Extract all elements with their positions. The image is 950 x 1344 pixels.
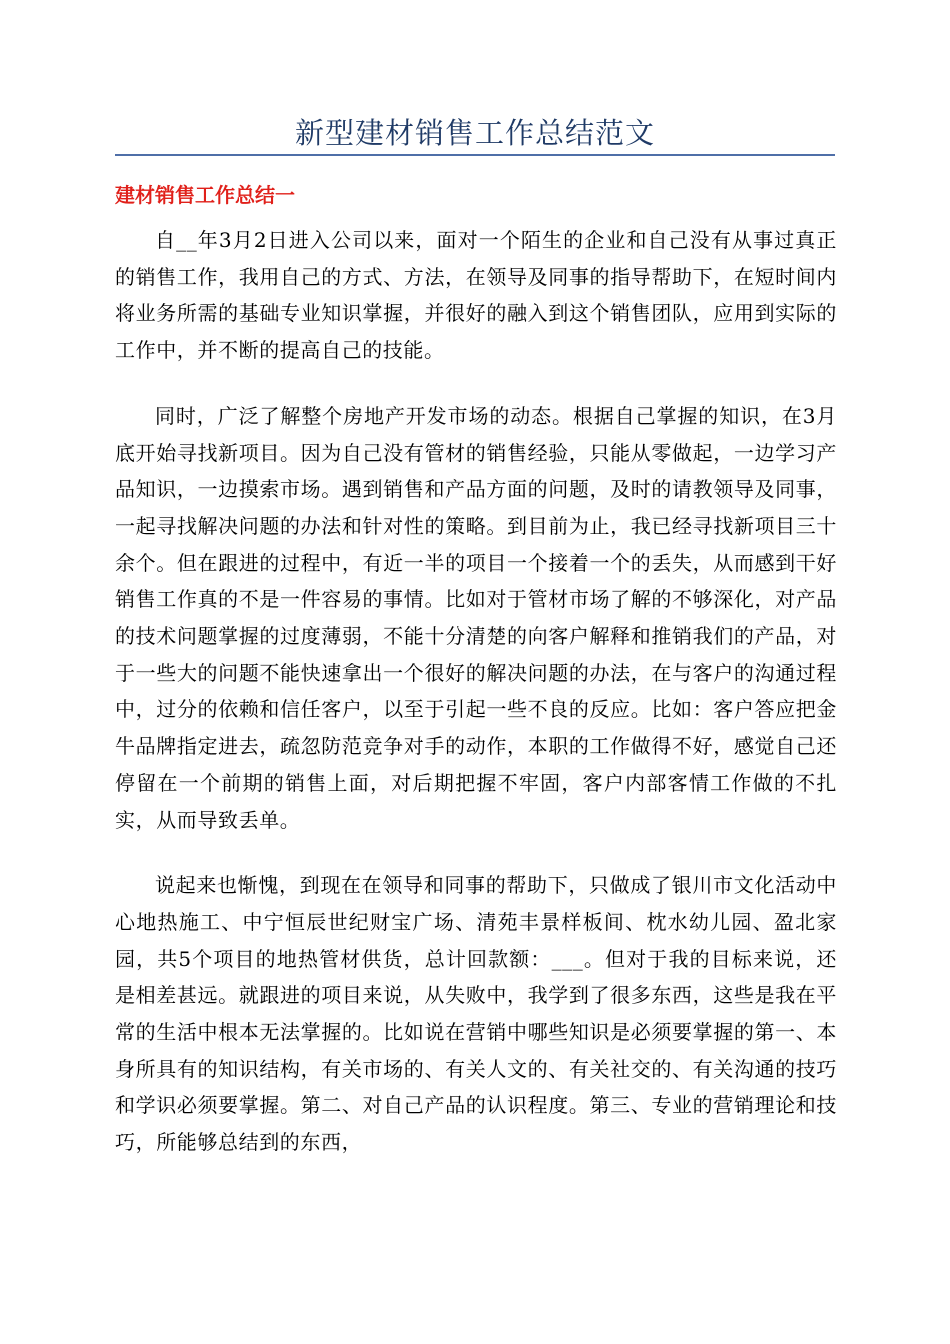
title-underline (115, 154, 835, 156)
paragraph-1: 自__年3月2日进入公司以来，面对一个陌生的企业和自己没有从事过真正的销售工作，我用自己的方式、方法，在领导及同事的指导帮助下，在短时间内将业务所需的基础专业知识掌握，并很好的融入到这个销售团队，应用到实际的工作中，并不断的提高自己的技能。 (115, 228, 837, 363)
section-heading: 建材销售工作总结一 (115, 183, 295, 207)
paragraph-2: 同时，广泛了解整个房地产开发市场的动态。根据自己掌握的知识，在3月底开始寻找新项目。因为自己没有管材的销售经验，只能从零做起，一边学习产品知识，一边摸索市场。遇到销售和产品方面的问题，及时的请教领导及同事，一起寻找解决问题的办法和针对性的策略。到目前为止，我已经寻找新项目三十余个。但在跟进的过程中，有近一半的项目一个接着一个的丢失，从而感到干好销售工作真的不是一件容易的事情。比如对于管材市场了解的不够深化，对产品的技术问题掌握的过度薄弱，不能十分清楚的向客户解释和推销我们的产品，对于一些大的问题不能快速拿出一个很好的解决问题的办法，在与客户的沟通过程中，过分的依赖和信任客户，以至于引起一些不良的反应。比如：客户答应把金牛品牌指定进去，疏忽防范竞争对手的动作，本职的工作做得不好，感觉自己还停留在一个前期的销售上面，对后期把握不牢固，客户内部客情工作做的不扎实，从而导致丢单。 (115, 403, 837, 832)
body-text (115, 222, 837, 1190)
paragraph-3: 说起来也惭愧，到现在在领导和同事的帮助下，只做成了银川市文化活动中心地热施工、中宁恒辰世纪财宝广场、清苑丰景样板间、枕水幼儿园、盈北家园，共5个项目的地热管材供货，总计回款额：___。但对于我的目标来说，还是相差甚远。就跟进的项目来说，从失败中，我学到了很多东西，这些是我在平常的生活中根本无法掌握的。比如说在营销中哪些知识是必须要掌握的第一、本身所具有的知识结构，有关市场的、有关人文的、有关社交的、有关沟通的技巧和学识必须要掌握。第二、对自己产品的认识程度。第三、专业的营销理论和技巧，所能够总结到的东西， (115, 873, 837, 1155)
document-title: 新型建材销售工作总结范文 (294, 116, 655, 150)
